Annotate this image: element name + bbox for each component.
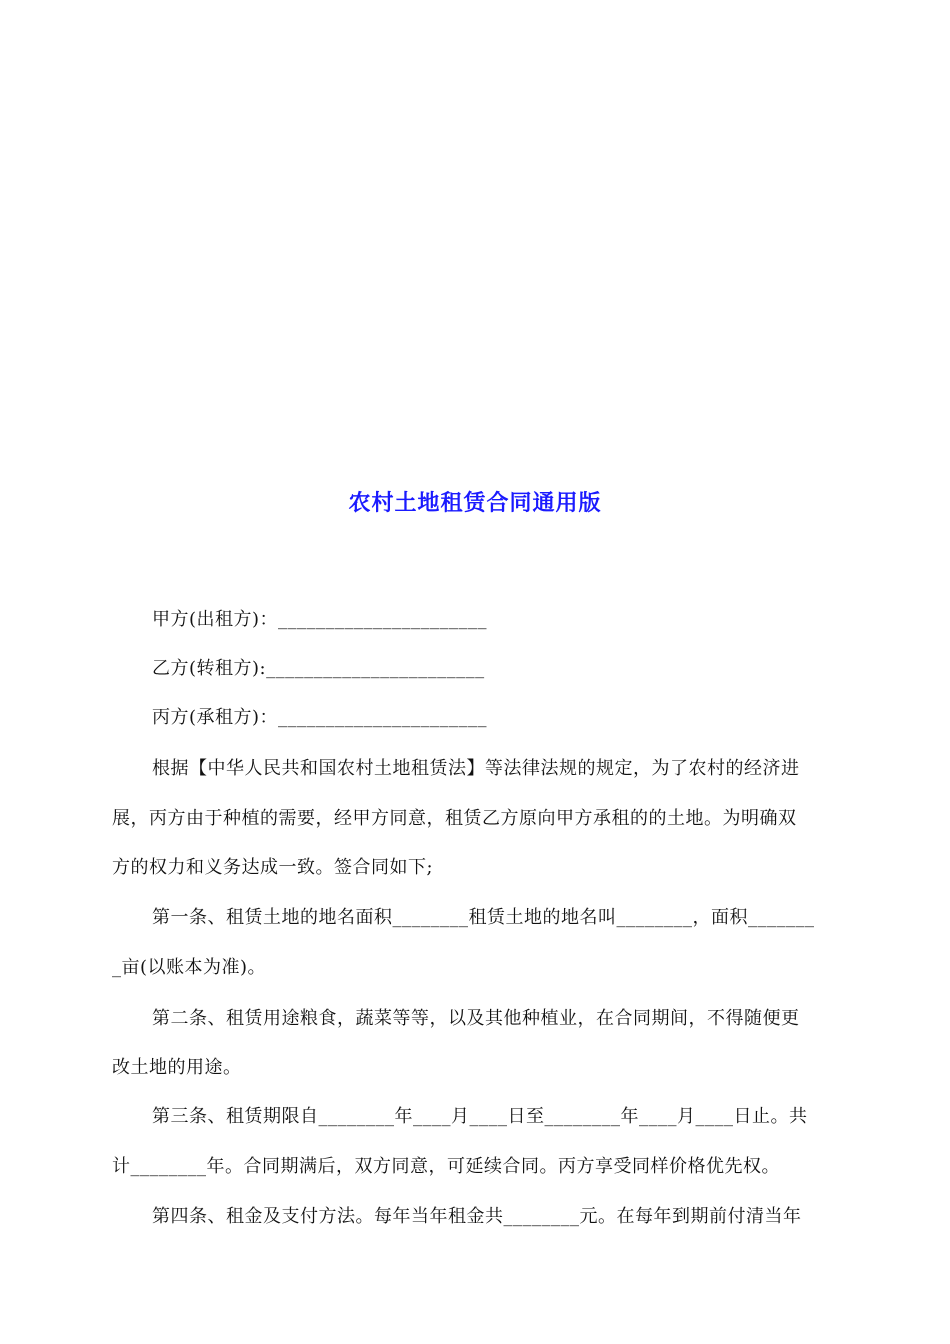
article-2-line-2: 改土地的用途。 <box>112 1057 242 1078</box>
article-3-line-2: 计________年。合同期满后，双方同意，可延续合同。丙方享受同样价格优先权。 <box>112 1156 780 1177</box>
article-1-line-1: 第一条、租赁土地的地名面积________租赁土地的地名叫________，面积_______ <box>152 907 815 928</box>
article-2-line-1: 第二条、租赁用途粮食，蔬菜等等，以及其他种植业，在合同期间，不得随便更 <box>152 1008 800 1029</box>
preamble-line-1: 根据【中华人民共和国农村土地租赁法】等法律法规的规定，为了农村的经济进 <box>152 758 800 779</box>
article-3-line-1: 第三条、租赁期限自________年____月____日至________年____月____日止。共 <box>152 1106 808 1127</box>
party-a-line: 甲方(出租方)：______________________ <box>152 609 488 630</box>
document-title: 农村土地租赁合同通用版 <box>348 490 602 516</box>
party-c-line: 丙方(承租方)：______________________ <box>152 707 488 728</box>
article-4-line-1: 第四条、租金及支付方法。每年当年租金共________元。在每年到期前付清当年 <box>152 1206 802 1227</box>
party-b-line: 乙方(转租方):_______________________ <box>152 658 485 679</box>
preamble-line-3: 方的权力和义务达成一致。签合同如下; <box>112 857 434 878</box>
article-1-line-2: _亩(以账本为准)。 <box>112 957 267 978</box>
preamble-line-2: 展，丙方由于种植的需要，经甲方同意，租赁乙方原向甲方承租的的土地。为明确双 <box>112 808 797 829</box>
